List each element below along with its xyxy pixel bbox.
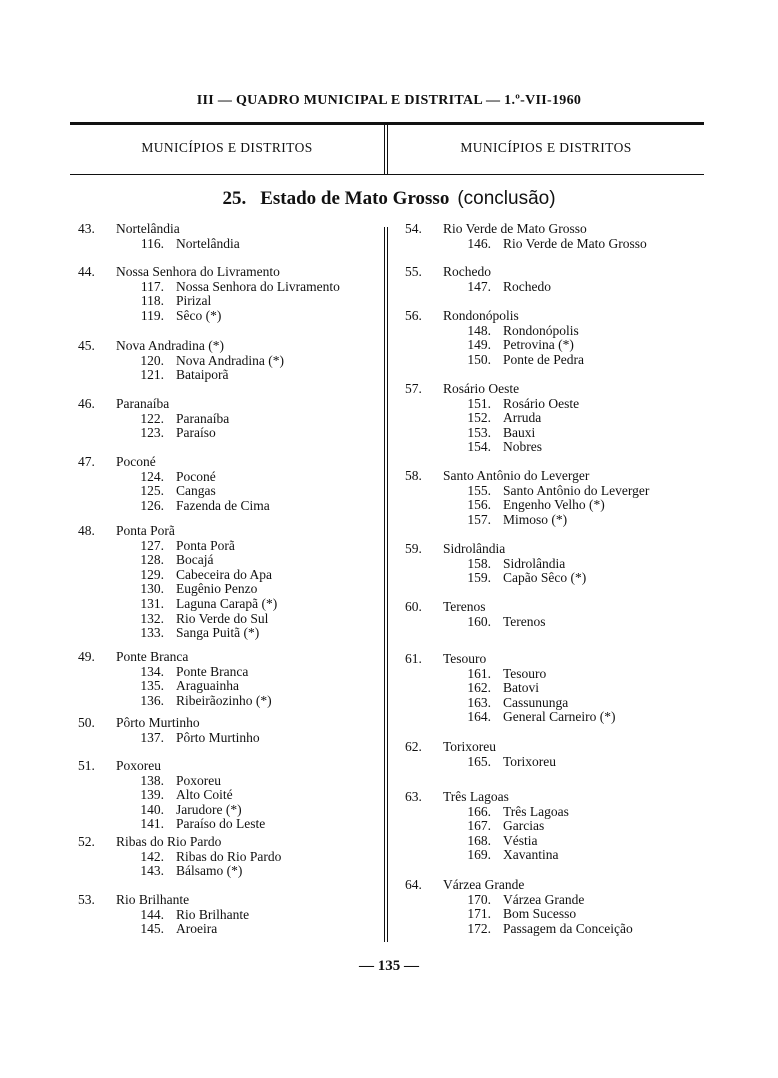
municipality-entry: [78, 265, 382, 323]
municipality-number: 48.: [78, 523, 95, 538]
district-line: [405, 667, 705, 682]
district-line: [78, 626, 382, 641]
municipality-number: 55.: [405, 264, 422, 279]
municipality-name: Ponte Branca: [116, 649, 189, 664]
municipality-entry: [405, 222, 705, 251]
district-line: [78, 597, 382, 612]
municipality-entry: [405, 790, 705, 863]
district-number: 166.: [467, 803, 491, 819]
municipality-entry: [405, 469, 705, 527]
municipality-line: [78, 397, 382, 412]
district-line: [405, 397, 705, 412]
district-name: Paranaíba: [176, 410, 230, 426]
district-name: Aroeira: [176, 921, 218, 937]
district-name: Bocajá: [176, 552, 214, 568]
municipality-number: 52.: [78, 834, 95, 849]
page-number: — 135 —: [359, 958, 419, 974]
district-number: 131.: [140, 595, 164, 611]
district-number: 117.: [140, 278, 164, 294]
municipality-line: [405, 600, 705, 615]
district-name: Paraíso: [176, 425, 216, 441]
municipality-line: [78, 265, 382, 280]
municipality-line: [405, 382, 705, 397]
district-line: [405, 755, 705, 770]
district-line: [78, 612, 382, 627]
municipality-name: Nortelândia: [116, 221, 180, 236]
district-number: 125.: [140, 483, 164, 499]
district-number: 133.: [140, 625, 164, 641]
district-number: 130.: [140, 581, 164, 597]
district-name: Araguainha: [176, 678, 239, 694]
district-number: 153.: [467, 424, 491, 440]
district-number: 129.: [140, 566, 164, 582]
left-column-head: MUNICÍPIOS E DISTRITOS: [141, 140, 313, 155]
district-line: [405, 893, 705, 908]
district-line: [78, 922, 382, 937]
municipality-entry: [78, 716, 382, 745]
municipality-line: [78, 835, 382, 850]
district-number: 136.: [140, 692, 164, 708]
municipality-entry: [78, 397, 382, 441]
district-number: 162.: [467, 680, 491, 696]
district-number: 160.: [467, 613, 491, 629]
district-name: Nossa Senhora do Livramento: [176, 278, 340, 294]
district-line: [405, 848, 705, 863]
municipality-name: Sidrolândia: [443, 541, 506, 556]
municipality-line: [405, 652, 705, 667]
district-line: [78, 499, 382, 514]
district-number: 121.: [140, 367, 164, 383]
district-line: [405, 411, 705, 426]
district-name: Nortelândia: [176, 235, 240, 251]
municipality-number: 46.: [78, 396, 95, 411]
district-line: [78, 368, 382, 383]
district-line: [78, 850, 382, 865]
column-divider-body: [384, 227, 388, 942]
municipality-line: [405, 790, 705, 805]
district-line: [405, 710, 705, 725]
district-name: Sanga Puitã (*): [176, 625, 260, 641]
district-number: 167.: [467, 818, 491, 834]
municipality-name: Torixoreu: [443, 739, 497, 754]
district-line: [405, 237, 705, 252]
municipality-number: 51.: [78, 758, 95, 773]
municipality-line: [78, 759, 382, 774]
municipality-entry: [78, 339, 382, 383]
municipality-name: Ponta Porã: [116, 523, 175, 538]
district-name: Cangas: [176, 483, 216, 499]
district-name: Rio Verde do Sul: [176, 610, 269, 626]
district-line: [405, 498, 705, 513]
district-line: [78, 731, 382, 746]
district-name: Engenho Velho (*): [503, 497, 605, 513]
district-name: Fazenda de Cima: [176, 497, 270, 513]
district-line: [405, 440, 705, 455]
district-name: Batovi: [503, 680, 539, 696]
municipality-line: [405, 542, 705, 557]
district-name: Mimoso (*): [503, 511, 568, 527]
district-line: [78, 354, 382, 369]
district-name: Arruda: [503, 410, 542, 426]
district-number: 134.: [140, 663, 164, 679]
municipality-entry: [405, 309, 705, 367]
district-name: Jarudore (*): [176, 801, 242, 817]
district-number: 155.: [467, 482, 491, 498]
district-name: Ponta Porã: [176, 537, 235, 553]
district-number: 119.: [140, 307, 164, 323]
municipality-entry: [78, 222, 382, 251]
district-name: Poxoreu: [176, 772, 221, 788]
municipality-line: [405, 222, 705, 237]
district-number: 126.: [140, 497, 164, 513]
municipality-name: Santo Antônio do Leverger: [443, 468, 590, 483]
district-name: Bom Sucesso: [503, 906, 577, 922]
district-name: Rosário Oeste: [503, 395, 580, 411]
district-name: Capão Sêco (*): [503, 570, 587, 586]
district-number: 151.: [467, 395, 491, 411]
district-line: [78, 788, 382, 803]
district-number: 143.: [140, 863, 164, 879]
district-name: Rio Verde de Mato Grosso: [503, 235, 647, 251]
district-number: 116.: [140, 235, 164, 251]
district-number: 163.: [467, 694, 491, 710]
district-name: Santo Antônio do Leverger: [503, 482, 650, 498]
district-name: Tesouro: [503, 665, 547, 681]
district-name: Cassununga: [503, 694, 569, 710]
municipality-entry: [405, 652, 705, 725]
district-number: 138.: [140, 772, 164, 788]
municipality-line: [78, 339, 382, 354]
district-line: [78, 679, 382, 694]
municipality-number: 47.: [78, 454, 95, 469]
district-name: Poconé: [176, 468, 216, 484]
municipality-name: Pôrto Murtinho: [116, 715, 200, 730]
municipality-name: Rio Verde de Mato Grosso: [443, 221, 587, 236]
district-line: [78, 426, 382, 441]
municipality-number: 58.: [405, 468, 422, 483]
district-name: Ribeirãozinho (*): [176, 692, 272, 708]
section-number: 25.: [222, 188, 247, 209]
municipality-number: 44.: [78, 264, 95, 279]
district-name: Ponte Branca: [176, 663, 249, 679]
district-line: [78, 539, 382, 554]
district-name: Nobres: [503, 439, 542, 455]
district-line: [78, 294, 382, 309]
district-line: [78, 803, 382, 818]
district-line: [405, 353, 705, 368]
district-line: [405, 513, 705, 528]
district-line: [405, 819, 705, 834]
district-number: 156.: [467, 497, 491, 513]
district-number: 122.: [140, 410, 164, 426]
municipality-name: Várzea Grande: [443, 877, 525, 892]
district-line: [78, 817, 382, 832]
district-line: [78, 470, 382, 485]
municipality-name: Rondonópolis: [443, 308, 519, 323]
district-name: Véstia: [503, 832, 538, 848]
district-name: Torixoreu: [503, 753, 557, 769]
district-number: 165.: [467, 753, 491, 769]
right-column-head: MUNICÍPIOS E DISTRITOS: [460, 140, 632, 155]
district-line: [405, 681, 705, 696]
district-number: 169.: [467, 847, 491, 863]
district-line: [78, 774, 382, 789]
district-name: Rio Brilhante: [176, 906, 250, 922]
municipality-line: [78, 716, 382, 731]
district-line: [78, 582, 382, 597]
municipality-line: [78, 222, 382, 237]
district-line: [405, 571, 705, 586]
municipality-name: Nossa Senhora do Livramento: [116, 264, 280, 279]
district-number: 159.: [467, 570, 491, 586]
district-number: 172.: [467, 920, 491, 936]
district-line: [405, 324, 705, 339]
head-rule: [70, 174, 704, 175]
district-name: Sêco (*): [176, 307, 222, 323]
district-number: 137.: [140, 729, 164, 745]
district-name: Rondonópolis: [503, 322, 579, 338]
district-line: [405, 557, 705, 572]
district-name: Nova Andradina (*): [176, 352, 284, 368]
municipality-entry: [405, 740, 705, 769]
municipality-number: 59.: [405, 541, 422, 556]
municipality-number: 54.: [405, 221, 422, 236]
municipality-entry: [405, 878, 705, 936]
district-number: 161.: [467, 665, 491, 681]
district-line: [78, 694, 382, 709]
district-line: [405, 615, 705, 630]
municipality-number: 64.: [405, 877, 422, 892]
municipality-number: 45.: [78, 338, 95, 353]
municipality-name: Nova Andradina (*): [116, 338, 224, 353]
municipality-number: 56.: [405, 308, 422, 323]
district-number: 157.: [467, 511, 491, 527]
municipality-line: [405, 309, 705, 324]
municipality-number: 53.: [78, 892, 95, 907]
district-name: Paraíso do Leste: [176, 816, 266, 832]
district-name: Alto Coité: [176, 787, 233, 803]
district-name: Laguna Carapã (*): [176, 595, 278, 611]
district-number: 152.: [467, 410, 491, 426]
section-suffix: (conclusão): [457, 188, 556, 209]
district-name: Garcias: [503, 818, 545, 834]
district-line: [78, 864, 382, 879]
district-line: [405, 907, 705, 922]
district-line: [78, 568, 382, 583]
municipality-name: Rochedo: [443, 264, 491, 279]
municipality-number: 50.: [78, 715, 95, 730]
district-name: Cabeceira do Apa: [176, 566, 272, 582]
municipality-line: [78, 524, 382, 539]
district-number: 144.: [140, 906, 164, 922]
district-number: 170.: [467, 891, 491, 907]
district-name: Pirizal: [176, 293, 212, 309]
district-number: 128.: [140, 552, 164, 568]
district-line: [405, 484, 705, 499]
district-number: 132.: [140, 610, 164, 626]
municipality-name: Terenos: [443, 599, 486, 614]
district-name: Ponte de Pedra: [503, 351, 584, 367]
district-line: [405, 834, 705, 849]
district-number: 139.: [140, 787, 164, 803]
district-name: Passagem da Conceição: [503, 920, 633, 936]
municipality-number: 63.: [405, 789, 422, 804]
district-line: [405, 696, 705, 711]
district-name: Bálsamo (*): [176, 863, 243, 879]
municipality-entry: [405, 265, 705, 294]
district-name: Pôrto Murtinho: [176, 729, 260, 745]
district-number: 147.: [467, 278, 491, 294]
municipality-entry: [405, 600, 705, 629]
municipality-line: [405, 740, 705, 755]
district-number: 118.: [140, 293, 164, 309]
section-title: [0, 188, 778, 210]
municipality-line: [405, 265, 705, 280]
district-number: 148.: [467, 322, 491, 338]
district-line: [78, 412, 382, 427]
municipality-number: 57.: [405, 381, 422, 396]
municipality-number: 61.: [405, 651, 422, 666]
municipality-name: Rio Brilhante: [116, 892, 190, 907]
district-name: General Carneiro (*): [503, 709, 616, 725]
municipality-entry: [405, 542, 705, 586]
municipality-name: Rosário Oeste: [443, 381, 520, 396]
municipality-name: Poxoreu: [116, 758, 161, 773]
district-number: 127.: [140, 537, 164, 553]
district-number: 120.: [140, 352, 164, 368]
municipality-line: [405, 469, 705, 484]
municipality-entry: [78, 455, 382, 513]
district-name: Xavantina: [503, 847, 559, 863]
district-line: [405, 338, 705, 353]
municipality-number: 49.: [78, 649, 95, 664]
district-name: Três Lagoas: [503, 803, 569, 819]
municipality-line: [78, 650, 382, 665]
district-number: 140.: [140, 801, 164, 817]
district-line: [78, 908, 382, 923]
district-number: 171.: [467, 906, 491, 922]
district-number: 141.: [140, 816, 164, 832]
district-name: Eugênio Penzo: [176, 581, 258, 597]
district-number: 123.: [140, 425, 164, 441]
section-name: Estado de Mato Grosso: [260, 188, 450, 209]
municipality-name: Ribas do Rio Pardo: [116, 834, 222, 849]
district-name: Sidrolândia: [503, 555, 566, 571]
district-number: 150.: [467, 351, 491, 367]
municipality-number: 43.: [78, 221, 95, 236]
district-number: 158.: [467, 555, 491, 571]
district-name: Ribas do Rio Pardo: [176, 848, 282, 864]
municipality-line: [78, 893, 382, 908]
district-number: 124.: [140, 468, 164, 484]
district-name: Bataiporã: [176, 367, 229, 383]
running-title: III — QUADRO MUNICIPAL E DISTRITAL — 1.º-VII-1960: [196, 93, 582, 108]
municipality-name: Três Lagoas: [443, 789, 509, 804]
district-line: [405, 805, 705, 820]
district-number: 149.: [467, 337, 491, 353]
district-line: [405, 922, 705, 937]
district-number: 154.: [467, 439, 491, 455]
district-number: 168.: [467, 832, 491, 848]
district-line: [405, 280, 705, 295]
district-name: Petrovina (*): [503, 337, 574, 353]
municipality-name: Poconé: [116, 454, 156, 469]
municipality-entry: [78, 524, 382, 641]
municipality-entry: [78, 650, 382, 708]
municipality-number: 60.: [405, 599, 422, 614]
district-name: Várzea Grande: [503, 891, 585, 907]
district-number: 164.: [467, 709, 491, 725]
municipality-line: [405, 878, 705, 893]
municipality-entry: [78, 893, 382, 937]
district-number: 146.: [467, 235, 491, 251]
district-line: [78, 665, 382, 680]
municipality-number: 62.: [405, 739, 422, 754]
district-number: 145.: [140, 921, 164, 937]
municipality-entry: [78, 759, 382, 832]
district-line: [78, 553, 382, 568]
district-number: 135.: [140, 678, 164, 694]
district-name: Bauxi: [503, 424, 536, 440]
municipality-line: [78, 455, 382, 470]
district-line: [78, 237, 382, 252]
district-line: [405, 426, 705, 441]
municipality-entry: [405, 382, 705, 455]
municipality-name: Tesouro: [443, 651, 487, 666]
district-number: 142.: [140, 848, 164, 864]
district-line: [78, 309, 382, 324]
district-line: [78, 484, 382, 499]
municipality-name: Paranaíba: [116, 396, 170, 411]
district-name: Rochedo: [503, 278, 551, 294]
district-line: [78, 280, 382, 295]
municipality-entry: [78, 835, 382, 879]
district-name: Terenos: [503, 613, 546, 629]
